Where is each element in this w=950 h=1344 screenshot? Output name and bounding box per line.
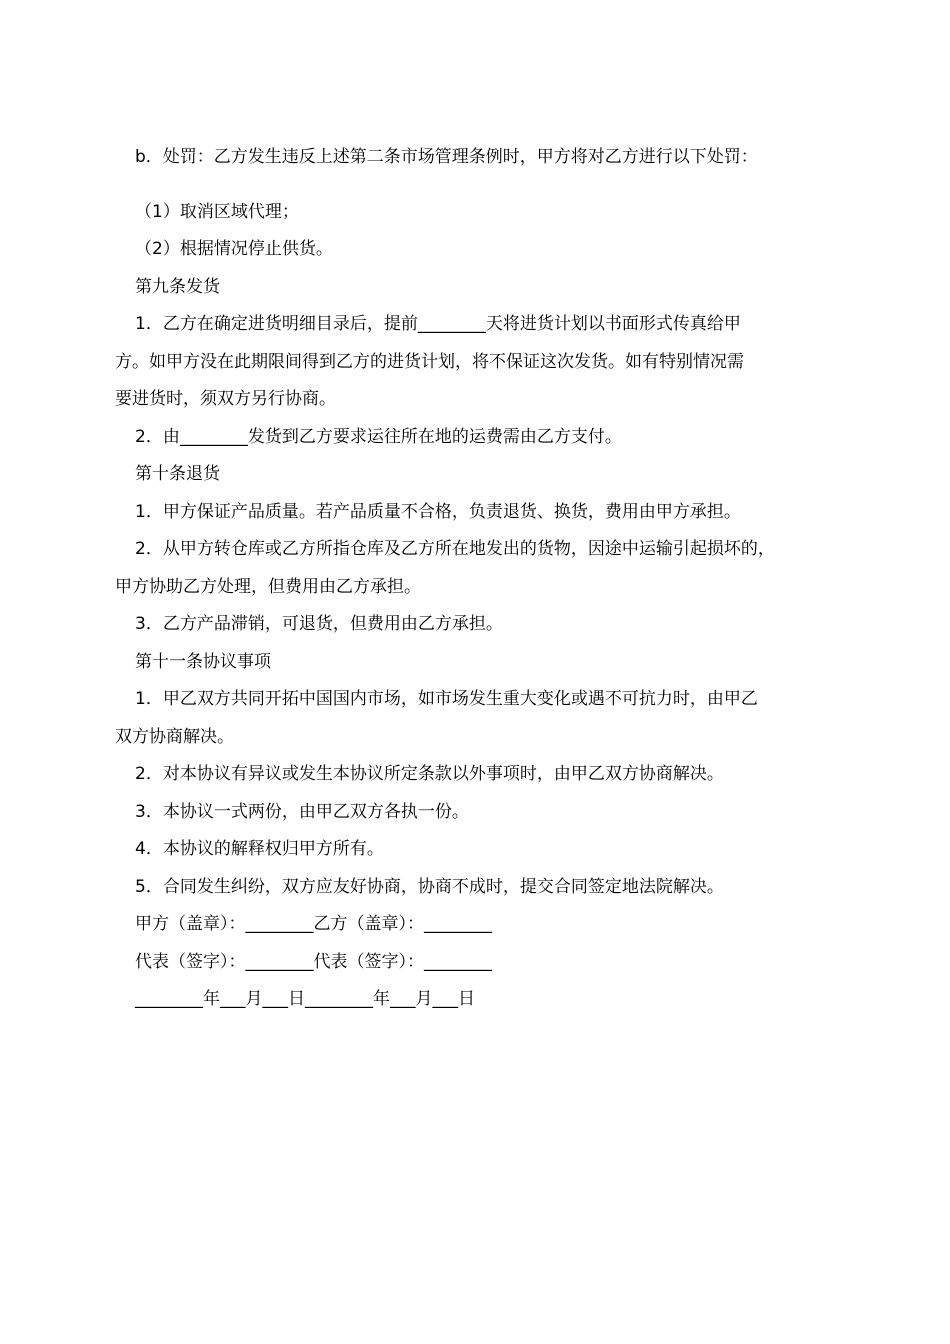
article-11-item-1-line-1: 1．甲乙双方共同开拓中国国内市场，如市场发生重大变化或遇不可抗力时，由甲乙 bbox=[135, 689, 758, 709]
article-9-item-2: 2．由________发货到乙方要求运往所在地的运费需由乙方支付。 bbox=[135, 427, 622, 447]
article-10-item-3: 3．乙方产品滞销，可退货，但费用由乙方承担。 bbox=[135, 614, 503, 634]
article-10-item-2-line-2: 甲方协助乙方处理，但费用由乙方承担。 bbox=[115, 577, 421, 597]
signature-representative-line: 代表（签字）：________代表（签字）：________ bbox=[135, 952, 492, 972]
penalty-item-2: （2）根据情况停止供货。 bbox=[135, 239, 333, 259]
article-11-heading: 第十一条协议事项 bbox=[135, 652, 271, 672]
article-9-item-1-line-3: 要进货时，须双方另行协商。 bbox=[115, 389, 336, 409]
article-10-heading: 第十条退货 bbox=[135, 464, 220, 484]
penalty-clause: b．处罚：乙方发生违反上述第二条市场管理条例时，甲方将对乙方进行以下处罚： bbox=[135, 147, 758, 167]
article-11-item-3: 3．本协议一式两份，由甲乙双方各执一份。 bbox=[135, 802, 469, 822]
article-10-item-1: 1．甲方保证产品质量。若产品质量不合格，负责退货、换货，费用由甲方承担。 bbox=[135, 502, 741, 522]
signature-seal-line: 甲方（盖章）：________乙方（盖章）：________ bbox=[135, 914, 492, 934]
article-9-heading: 第九条发货 bbox=[135, 277, 220, 297]
article-9-item-1-line-2: 方。如甲方没在此期限间得到乙方的进货计划，将不保证这次发货。如有特别情况需 bbox=[115, 352, 744, 372]
article-10-item-2-line-1: 2．从甲方转仓库或乙方所指仓库及乙方所在地发出的货物，因途中运输引起损坏的， bbox=[135, 539, 775, 559]
signature-date-line: ________年___月___日________年___月___日 bbox=[135, 989, 475, 1009]
article-9-item-1-line-1: 1．乙方在确定进货明细目录后，提前________天将进货计划以书面形式传真给甲 bbox=[135, 314, 741, 334]
penalty-item-1: （1）取消区域代理； bbox=[135, 202, 299, 222]
article-11-item-5: 5．合同发生纠纷，双方应友好协商，协商不成时，提交合同签定地法院解决。 bbox=[135, 877, 724, 897]
article-11-item-4: 4．本协议的解释权归甲方所有。 bbox=[135, 839, 384, 859]
article-11-item-2: 2．对本协议有异议或发生本协议所定条款以外事项时，由甲乙双方协商解决。 bbox=[135, 764, 724, 784]
article-11-item-1-line-2: 双方协商解决。 bbox=[115, 727, 234, 747]
